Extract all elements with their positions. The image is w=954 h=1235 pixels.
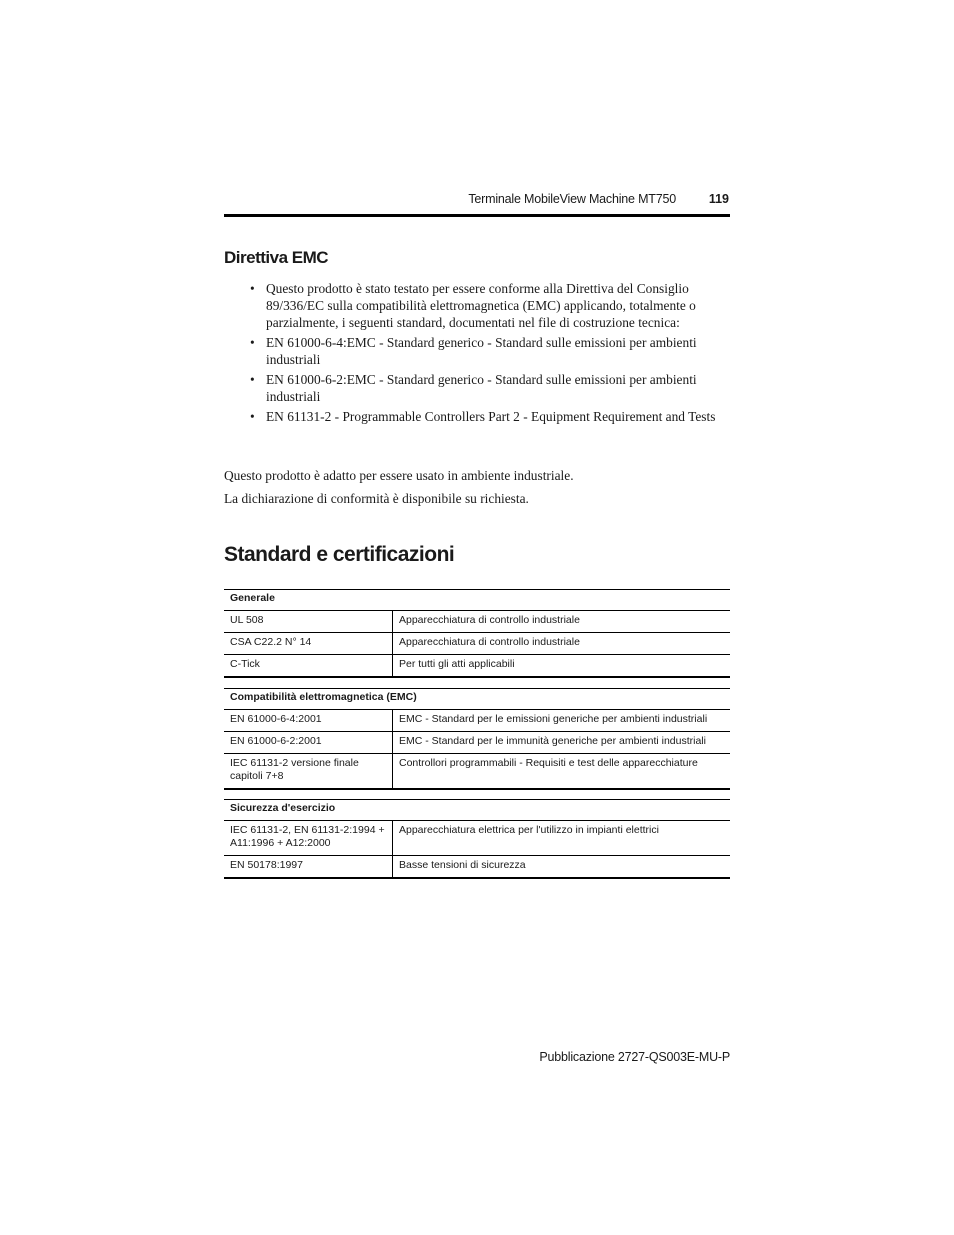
- table-header-row: [224, 689, 730, 710]
- safety-standards-table: [224, 799, 730, 879]
- page-number: 119: [708, 192, 729, 206]
- header-title: Terminale MobileView Machine MT750: [468, 192, 676, 206]
- description-cell: EMC - Standard per le immunità generiche per ambienti industriali: [393, 732, 731, 754]
- standards-heading: Standard e certificazioni: [224, 543, 455, 566]
- standard-cell: IEC 61131-2, EN 61131-2:1994 + A11:1996 + A12:2000: [224, 821, 393, 856]
- bullet-item: • EN 61000-6-2:EMC - Standard generico - Standard sulle emissioni per ambienti industriali: [250, 371, 732, 405]
- running-header: [224, 192, 730, 212]
- conformity-paragraph: La dichiarazione di conformità è disponibile su richiesta.: [224, 491, 529, 506]
- emc-heading: Direttiva EMC: [224, 248, 329, 267]
- standard-cell: EN 61000-6-2:2001: [224, 732, 393, 754]
- description-cell: Controllori programmabili - Requisiti e test delle apparecchiature: [393, 754, 731, 790]
- bullet-item: • EN 61000-6-4:EMC - Standard generico - Standard sulle emissioni per ambienti industriali: [250, 334, 732, 368]
- emc-bullet-list: [250, 280, 732, 428]
- industrial-use-paragraph: Questo prodotto è adatto per essere usato in ambiente industriale.: [224, 468, 574, 483]
- standard-cell: C-Tick: [224, 655, 393, 678]
- table-header-row: [224, 800, 730, 821]
- standard-cell: UL 508: [224, 611, 393, 633]
- table-title: Generale: [224, 590, 730, 611]
- description-cell: Apparecchiatura elettrica per l'utilizzo in impianti elettrici: [393, 821, 731, 856]
- table-header-row: [224, 590, 730, 611]
- description-cell: Per tutti gli atti applicabili: [393, 655, 731, 678]
- description-cell: EMC - Standard per le emissioni generiche per ambienti industriali: [393, 710, 731, 732]
- standard-cell: IEC 61131-2 versione finale capitoli 7+8: [224, 754, 393, 790]
- table-row: [224, 856, 730, 879]
- general-standards-table: [224, 589, 730, 678]
- table-row: [224, 821, 730, 856]
- standard-cell: EN 61000-6-4:2001: [224, 710, 393, 732]
- description-cell: Basse tensioni di sicurezza: [393, 856, 731, 879]
- description-cell: Apparecchiatura di controllo industriale: [393, 633, 731, 655]
- standard-cell: CSA C22.2 N° 14: [224, 633, 393, 655]
- bullet-item: • EN 61131-2 - Programmable Controllers Part 2 - Equipment Requirement and Tests: [250, 408, 732, 425]
- table-row: [224, 655, 730, 678]
- table-row: [224, 754, 730, 790]
- table-title: Sicurezza d'esercizio: [224, 800, 730, 821]
- header-rule: [224, 214, 730, 217]
- table-row: [224, 710, 730, 732]
- bullet-item: • Questo prodotto è stato testato per essere conforme alla Direttiva del Consiglio 89/336/EC sulla compatibilità elettromagnetica (EMC) applicando, totalmente o parzialmente, i seguenti standard, documentati nel file di costruzione tecnica:: [250, 280, 732, 331]
- table-row: [224, 732, 730, 754]
- table-title: Compatibilità elettromagnetica (EMC): [224, 689, 730, 710]
- emc-standards-table: [224, 688, 730, 790]
- table-row: [224, 611, 730, 633]
- description-cell: Apparecchiatura di controllo industriale: [393, 611, 731, 633]
- standard-cell: EN 50178:1997: [224, 856, 393, 879]
- publication-footer: Pubblicazione 2727-QS003E-MU-P: [539, 1050, 730, 1064]
- table-row: [224, 633, 730, 655]
